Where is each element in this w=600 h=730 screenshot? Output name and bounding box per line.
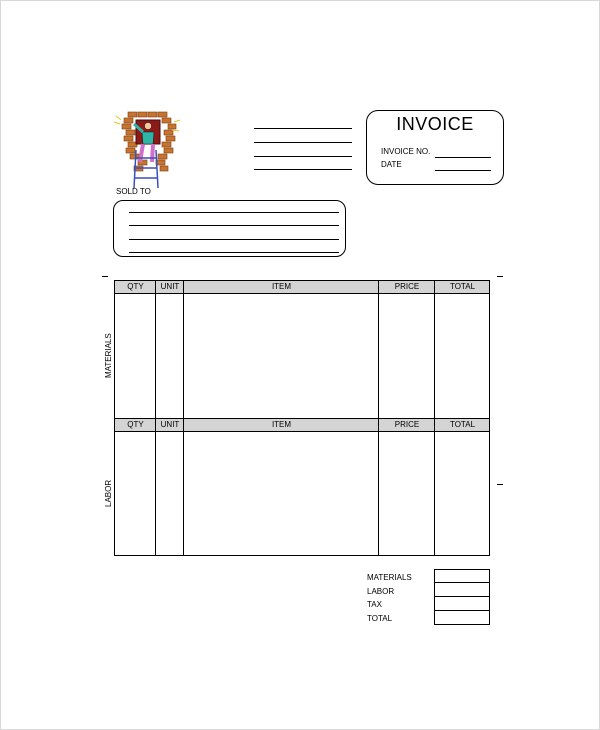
col-header-price: PRICE [394, 282, 420, 291]
materials-table-header [115, 281, 489, 294]
brick-wall-painter-icon [112, 110, 182, 190]
totals-tax-label: TAX [367, 600, 382, 609]
sold-to-line[interactable] [129, 212, 339, 213]
sold-to-line[interactable] [129, 252, 339, 253]
col-header-total: TOTAL [449, 282, 476, 291]
totals-total-field[interactable] [434, 610, 490, 625]
address-line[interactable] [254, 156, 352, 157]
invoice-box [366, 110, 504, 185]
column-divider [155, 281, 156, 418]
col-header-item: ITEM [271, 282, 292, 291]
invoice-title: INVOICE [396, 114, 474, 134]
address-line[interactable] [254, 169, 352, 170]
address-line[interactable] [254, 128, 352, 129]
date-field[interactable] [435, 170, 491, 171]
invoice-no-label: INVOICE NO. [381, 147, 431, 156]
col-header-price: PRICE [394, 420, 420, 429]
column-divider [378, 419, 379, 555]
materials-side-label: MATERIALS [104, 333, 113, 378]
column-divider [378, 281, 379, 418]
sold-to-line[interactable] [129, 239, 339, 240]
totals-materials-label: MATERIALS [367, 573, 412, 582]
sold-to-line[interactable] [129, 225, 339, 226]
col-header-item: ITEM [271, 420, 292, 429]
totals-labor-field[interactable] [434, 582, 490, 597]
margin-tick [102, 276, 108, 277]
address-line[interactable] [254, 142, 352, 143]
column-divider [183, 281, 184, 418]
column-divider [183, 419, 184, 555]
date-label: DATE [381, 160, 402, 169]
margin-tick [497, 484, 503, 485]
labor-side-label: LABOR [104, 479, 113, 507]
invoice-no-field[interactable] [435, 157, 491, 158]
column-divider [434, 419, 435, 555]
col-header-qty: QTY [127, 282, 144, 291]
col-header-qty: QTY [127, 420, 144, 429]
totals-labor-label: LABOR [367, 587, 395, 596]
labor-table [114, 418, 490, 556]
col-header-total: TOTAL [449, 420, 476, 429]
sold-to-box [113, 200, 346, 257]
margin-tick [497, 276, 503, 277]
totals-total-label: TOTAL [367, 614, 393, 623]
totals-tax-field[interactable] [434, 596, 490, 611]
col-header-unit: UNIT [160, 420, 180, 429]
column-divider [434, 281, 435, 418]
sold-to-label: SOLD TO [116, 187, 151, 196]
col-header-unit: UNIT [160, 282, 180, 291]
labor-table-header [115, 419, 489, 432]
column-divider [155, 419, 156, 555]
materials-table [114, 280, 490, 419]
totals-materials-field[interactable] [434, 569, 490, 583]
